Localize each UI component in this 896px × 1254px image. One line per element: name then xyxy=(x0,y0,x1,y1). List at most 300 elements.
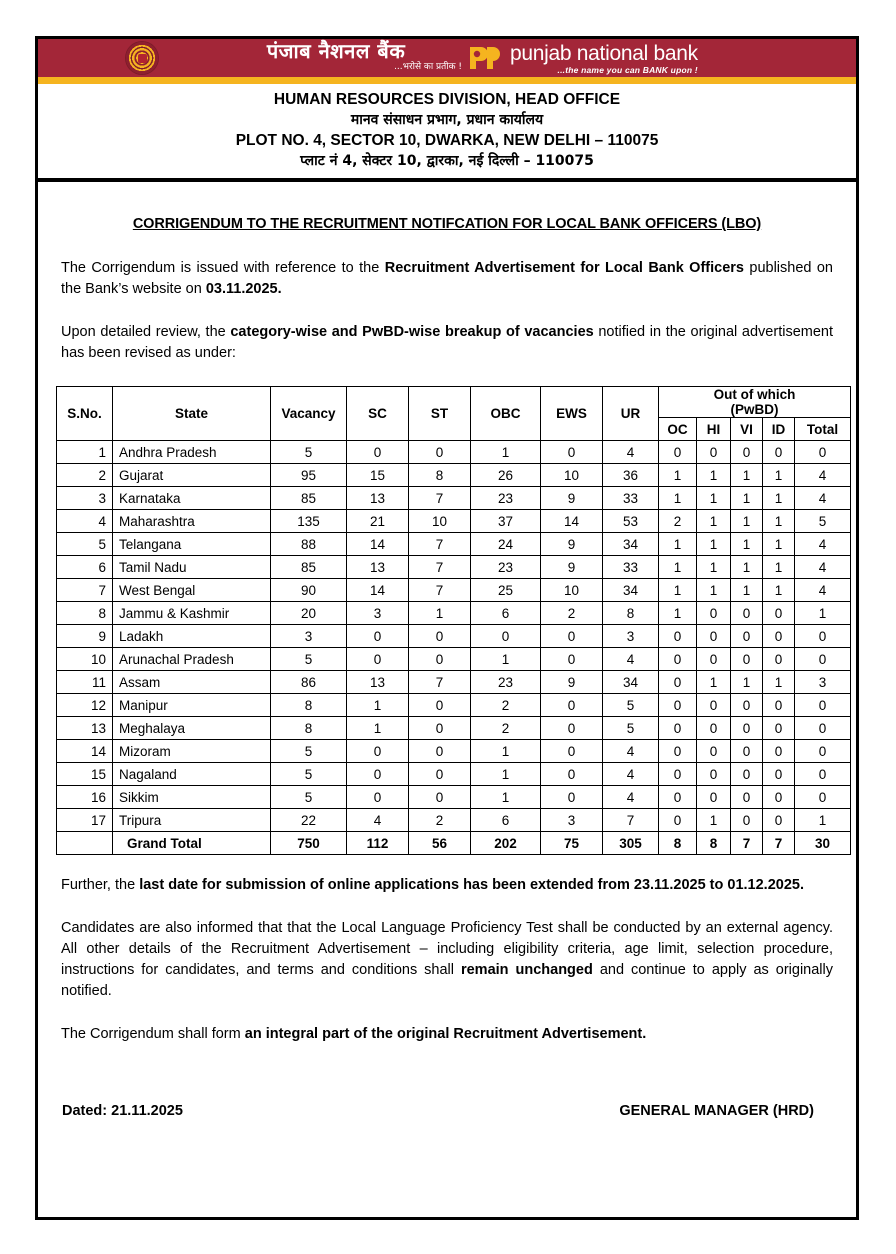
cell-state: Karnataka xyxy=(113,487,271,510)
cell-sc: 21 xyxy=(347,510,409,533)
cell-vacancy: 85 xyxy=(271,556,347,579)
cell-obc: 23 xyxy=(471,556,541,579)
cell-id: 1 xyxy=(763,671,795,694)
banner-yellow-strip xyxy=(38,77,856,84)
cell-id: 7 xyxy=(763,832,795,855)
cell-sno: 3 xyxy=(57,487,113,510)
cell-obc: 23 xyxy=(471,487,541,510)
cell-total: 4 xyxy=(795,487,851,510)
col-header-oc: OC xyxy=(659,418,697,441)
cell-vacancy: 90 xyxy=(271,579,347,602)
cell-ur: 4 xyxy=(603,763,659,786)
cell-vacancy: 5 xyxy=(271,441,347,464)
table-row xyxy=(57,625,851,648)
table-row xyxy=(57,763,851,786)
address-line-plot-hindi: प्लाट नं 4, सेक्टर 10, द्वारका, नई दिल्ली – 110075 xyxy=(300,153,594,169)
cell-ews: 0 xyxy=(541,717,603,740)
cell-vi: 1 xyxy=(731,510,763,533)
col-header-pwbd-total: Total xyxy=(795,418,851,441)
cell-st: 7 xyxy=(409,533,471,556)
cell-vacancy: 3 xyxy=(271,625,347,648)
office-address-header xyxy=(38,84,856,172)
cell-hi: 1 xyxy=(697,487,731,510)
cell-vacancy: 750 xyxy=(271,832,347,855)
table-row xyxy=(57,671,851,694)
para3-text-b: last date for submission of online applications has been extended from 23.11.2025 to 01.12.2025. xyxy=(139,877,804,893)
document-page xyxy=(35,36,859,1220)
cell-obc: 1 xyxy=(471,740,541,763)
cell-hi: 0 xyxy=(697,740,731,763)
cell-hi: 1 xyxy=(697,556,731,579)
table-row xyxy=(57,510,851,533)
cell-hi: 0 xyxy=(697,786,731,809)
cell-total: 3 xyxy=(795,671,851,694)
bank-name-english xyxy=(510,43,698,75)
document-body xyxy=(38,216,856,1119)
cell-vi: 0 xyxy=(731,648,763,671)
table-row xyxy=(57,487,851,510)
cell-state: Nagaland xyxy=(113,763,271,786)
col-header-obc: OBC xyxy=(471,387,541,441)
cell-vacancy: 88 xyxy=(271,533,347,556)
cell-vi: 0 xyxy=(731,694,763,717)
table-row xyxy=(57,717,851,740)
cell-oc: 0 xyxy=(659,441,697,464)
cell-sc: 3 xyxy=(347,602,409,625)
cell-sno: 13 xyxy=(57,717,113,740)
cell-sno: 9 xyxy=(57,625,113,648)
cell-ews: 10 xyxy=(541,464,603,487)
cell-obc: 6 xyxy=(471,602,541,625)
cell-total: 0 xyxy=(795,717,851,740)
cell-id: 1 xyxy=(763,487,795,510)
cell-sno: 12 xyxy=(57,694,113,717)
pwbd-group-line2: (PwBD) xyxy=(730,402,779,417)
cell-ur: 4 xyxy=(603,786,659,809)
cell-total: 5 xyxy=(795,510,851,533)
cell-oc: 0 xyxy=(659,694,697,717)
cell-ur: 4 xyxy=(603,648,659,671)
cell-vi: 1 xyxy=(731,579,763,602)
bank-tagline-hindi: ...भरोसे का प्रतीक ! xyxy=(394,62,462,72)
cell-oc: 0 xyxy=(659,648,697,671)
col-header-ews: EWS xyxy=(541,387,603,441)
cell-vacancy: 5 xyxy=(271,786,347,809)
cell-sno: 4 xyxy=(57,510,113,533)
cell-vi: 1 xyxy=(731,533,763,556)
cell-total: 0 xyxy=(795,625,851,648)
cell-sno xyxy=(57,832,113,855)
cell-hi: 1 xyxy=(697,510,731,533)
pnb-logo-icon xyxy=(468,45,502,71)
cell-ews: 0 xyxy=(541,786,603,809)
para2-text-c: notified in the original advertisement has been revised as under: xyxy=(61,324,833,361)
cell-total: 4 xyxy=(795,579,851,602)
cell-state: Meghalaya xyxy=(113,717,271,740)
cell-st: 7 xyxy=(409,671,471,694)
cell-id: 1 xyxy=(763,510,795,533)
col-header-st: ST xyxy=(409,387,471,441)
cell-state: Telangana xyxy=(113,533,271,556)
cell-obc: 2 xyxy=(471,717,541,740)
cell-total: 30 xyxy=(795,832,851,855)
cell-vi: 0 xyxy=(731,602,763,625)
cell-vi: 1 xyxy=(731,487,763,510)
cell-hi: 1 xyxy=(697,671,731,694)
table-row xyxy=(57,441,851,464)
cell-total: 0 xyxy=(795,441,851,464)
cell-ews: 0 xyxy=(541,441,603,464)
cell-oc: 0 xyxy=(659,717,697,740)
table-row xyxy=(57,602,851,625)
cell-id: 0 xyxy=(763,648,795,671)
col-header-hi: HI xyxy=(697,418,731,441)
cell-id: 0 xyxy=(763,694,795,717)
para1-text-d: 03.11.2025. xyxy=(205,281,282,297)
col-header-ur: UR xyxy=(603,387,659,441)
paragraph-date-extension xyxy=(56,875,838,896)
cell-sno: 16 xyxy=(57,786,113,809)
cell-state: Jammu & Kashmir xyxy=(113,602,271,625)
signatory-label: GENERAL MANAGER (HRD) xyxy=(619,1103,814,1119)
cell-vacancy: 135 xyxy=(271,510,347,533)
cell-oc: 1 xyxy=(659,579,697,602)
col-header-sc: SC xyxy=(347,387,409,441)
cell-ur: 4 xyxy=(603,740,659,763)
cell-vi: 1 xyxy=(731,464,763,487)
cell-ews: 2 xyxy=(541,602,603,625)
cell-state: Sikkim xyxy=(113,786,271,809)
pwbd-group-line1: Out of which xyxy=(713,387,796,402)
cell-sc: 1 xyxy=(347,694,409,717)
para2-text-b: category-wise and PwBD-wise breakup of vacancies xyxy=(230,324,594,340)
cell-vi: 0 xyxy=(731,763,763,786)
cell-st: 0 xyxy=(409,648,471,671)
cell-ur: 3 xyxy=(603,625,659,648)
cell-st: 0 xyxy=(409,441,471,464)
cell-ews: 9 xyxy=(541,487,603,510)
cell-sc: 15 xyxy=(347,464,409,487)
table-row xyxy=(57,464,851,487)
paragraph-integral-part xyxy=(56,1024,838,1045)
cell-ur: 5 xyxy=(603,717,659,740)
cell-sno: 15 xyxy=(57,763,113,786)
cell-ur: 33 xyxy=(603,487,659,510)
cell-id: 1 xyxy=(763,464,795,487)
cell-id: 0 xyxy=(763,717,795,740)
cell-hi: 0 xyxy=(697,441,731,464)
cell-id: 1 xyxy=(763,579,795,602)
col-header-state: State xyxy=(113,387,271,441)
cell-sno: 17 xyxy=(57,809,113,832)
cell-st: 1 xyxy=(409,602,471,625)
col-header-id: ID xyxy=(763,418,795,441)
cell-vi: 1 xyxy=(731,671,763,694)
cell-obc: 26 xyxy=(471,464,541,487)
table-row xyxy=(57,648,851,671)
cell-state: Tripura xyxy=(113,809,271,832)
cell-hi: 1 xyxy=(697,464,731,487)
cell-ews: 0 xyxy=(541,648,603,671)
cell-sc: 112 xyxy=(347,832,409,855)
cell-oc: 8 xyxy=(659,832,697,855)
cell-vacancy: 5 xyxy=(271,740,347,763)
cell-vi: 7 xyxy=(731,832,763,855)
cell-vacancy: 85 xyxy=(271,487,347,510)
document-footer xyxy=(56,1103,838,1119)
cell-sno: 8 xyxy=(57,602,113,625)
table-row xyxy=(57,786,851,809)
cell-sc: 13 xyxy=(347,556,409,579)
para1-text-b: Recruitment Advertisement for Local Bank Officers xyxy=(384,260,744,276)
cell-sc: 0 xyxy=(347,648,409,671)
cell-sc: 1 xyxy=(347,717,409,740)
cell-obc: 24 xyxy=(471,533,541,556)
cell-sc: 0 xyxy=(347,625,409,648)
cell-total: 4 xyxy=(795,533,851,556)
cell-obc: 1 xyxy=(471,763,541,786)
cell-oc: 2 xyxy=(659,510,697,533)
cell-st: 10 xyxy=(409,510,471,533)
cell-vi: 0 xyxy=(731,740,763,763)
address-line-division-hindi: मानव संसाधन प्रभाग, प्रधान कार्यालय xyxy=(350,112,544,128)
cell-obc: 1 xyxy=(471,786,541,809)
para4-text-a: Candidates are also informed that that the Local Language Proficiency Test shall be conducted by an external agency. All other details of the Recruitment Advertisement – including eligibility criteria, age limit, selection procedure, instructions for candidates, and terms and conditions shall xyxy=(61,920,833,978)
cell-ews: 0 xyxy=(541,763,603,786)
cell-id: 0 xyxy=(763,602,795,625)
cell-id: 0 xyxy=(763,441,795,464)
cell-hi: 0 xyxy=(697,625,731,648)
cell-ews: 75 xyxy=(541,832,603,855)
cell-oc: 0 xyxy=(659,786,697,809)
cell-id: 0 xyxy=(763,740,795,763)
cell-obc: 0 xyxy=(471,625,541,648)
table-row xyxy=(57,579,851,602)
table-header xyxy=(57,387,851,441)
cell-id: 1 xyxy=(763,556,795,579)
bank-name-english-main: punjab national bank xyxy=(510,42,698,65)
table-row xyxy=(57,809,851,832)
cell-hi: 1 xyxy=(697,533,731,556)
cell-oc: 0 xyxy=(659,763,697,786)
cell-state: Ladakh xyxy=(113,625,271,648)
bank-tagline-english: ...the name you can BANK upon ! xyxy=(557,65,698,75)
cell-sno: 14 xyxy=(57,740,113,763)
bank-banner xyxy=(38,39,856,77)
page-title: CORRIGENDUM TO THE RECRUITMENT NOTIFCATION FOR LOCAL BANK OFFICERS (LBO) xyxy=(132,216,762,232)
paragraph-reference xyxy=(56,258,838,300)
cell-state: Gujarat xyxy=(113,464,271,487)
cell-sc: 13 xyxy=(347,487,409,510)
cell-sc: 0 xyxy=(347,763,409,786)
cell-ur: 5 xyxy=(603,694,659,717)
cell-ews: 14 xyxy=(541,510,603,533)
para3-text-a: Further, the xyxy=(61,877,140,893)
cell-ews: 0 xyxy=(541,694,603,717)
dated-label: Dated: 21.11.2025 xyxy=(62,1103,183,1119)
cell-ews: 0 xyxy=(541,740,603,763)
cell-obc: 1 xyxy=(471,648,541,671)
cell-vacancy: 8 xyxy=(271,717,347,740)
cell-oc: 1 xyxy=(659,533,697,556)
cell-vi: 0 xyxy=(731,717,763,740)
cell-ur: 305 xyxy=(603,832,659,855)
cell-state: Arunachal Pradesh xyxy=(113,648,271,671)
cell-total: 1 xyxy=(795,602,851,625)
cell-st: 7 xyxy=(409,556,471,579)
table-row xyxy=(57,740,851,763)
cell-id: 0 xyxy=(763,809,795,832)
para5-text-a: The Corrigendum shall form xyxy=(61,1026,245,1042)
cell-st: 0 xyxy=(409,694,471,717)
cell-oc: 0 xyxy=(659,740,697,763)
cell-vacancy: 86 xyxy=(271,671,347,694)
para4-text-b: remain unchanged xyxy=(460,962,593,978)
cell-obc: 1 xyxy=(471,441,541,464)
cell-sno: 10 xyxy=(57,648,113,671)
cell-oc: 0 xyxy=(659,625,697,648)
cell-vi: 0 xyxy=(731,625,763,648)
cell-ews: 9 xyxy=(541,533,603,556)
cell-sno: 1 xyxy=(57,441,113,464)
cell-obc: 2 xyxy=(471,694,541,717)
cell-total: 4 xyxy=(795,556,851,579)
bank-name-hindi-main: पंजाब नैशनल बैंक xyxy=(266,39,406,63)
cell-vi: 0 xyxy=(731,786,763,809)
cell-state: Assam xyxy=(113,671,271,694)
cell-id: 0 xyxy=(763,786,795,809)
col-header-vacancy: Vacancy xyxy=(271,387,347,441)
cell-total: 4 xyxy=(795,464,851,487)
table-body xyxy=(57,441,851,855)
cell-state: Manipur xyxy=(113,694,271,717)
cell-ur: 7 xyxy=(603,809,659,832)
table-row xyxy=(57,533,851,556)
cell-ur: 34 xyxy=(603,671,659,694)
cell-oc: 1 xyxy=(659,602,697,625)
cell-ews: 3 xyxy=(541,809,603,832)
cell-vi: 1 xyxy=(731,556,763,579)
cell-st: 0 xyxy=(409,740,471,763)
cell-total: 0 xyxy=(795,648,851,671)
cell-sc: 0 xyxy=(347,740,409,763)
cell-ews: 10 xyxy=(541,579,603,602)
cell-oc: 0 xyxy=(659,671,697,694)
cell-vi: 0 xyxy=(731,809,763,832)
address-line-division: HUMAN RESOURCES DIVISION, HEAD OFFICE xyxy=(273,91,621,108)
cell-state: Grand Total xyxy=(113,832,271,855)
cell-vacancy: 5 xyxy=(271,763,347,786)
parivartan-emblem-icon xyxy=(126,42,158,74)
cell-total: 0 xyxy=(795,694,851,717)
cell-ews: 0 xyxy=(541,625,603,648)
cell-st: 0 xyxy=(409,717,471,740)
table-row xyxy=(57,694,851,717)
cell-sno: 11 xyxy=(57,671,113,694)
vacancy-table xyxy=(56,386,851,855)
cell-obc: 6 xyxy=(471,809,541,832)
cell-state: West Bengal xyxy=(113,579,271,602)
cell-obc: 37 xyxy=(471,510,541,533)
cell-sc: 0 xyxy=(347,786,409,809)
cell-ur: 4 xyxy=(603,441,659,464)
cell-st: 2 xyxy=(409,809,471,832)
cell-oc: 1 xyxy=(659,487,697,510)
cell-total: 1 xyxy=(795,809,851,832)
cell-sno: 7 xyxy=(57,579,113,602)
cell-hi: 1 xyxy=(697,579,731,602)
cell-obc: 25 xyxy=(471,579,541,602)
cell-hi: 0 xyxy=(697,602,731,625)
col-header-sno: S.No. xyxy=(57,387,113,441)
cell-total: 0 xyxy=(795,786,851,809)
cell-ur: 34 xyxy=(603,579,659,602)
cell-ur: 36 xyxy=(603,464,659,487)
table-header-row-main xyxy=(57,387,851,418)
cell-state: Andhra Pradesh xyxy=(113,441,271,464)
cell-vacancy: 95 xyxy=(271,464,347,487)
cell-obc: 23 xyxy=(471,671,541,694)
cell-id: 0 xyxy=(763,625,795,648)
para2-text-a: Upon detailed review, the xyxy=(61,324,231,340)
table-row-grand-total xyxy=(57,832,851,855)
cell-obc: 202 xyxy=(471,832,541,855)
cell-vacancy: 22 xyxy=(271,809,347,832)
cell-ur: 33 xyxy=(603,556,659,579)
cell-total: 0 xyxy=(795,763,851,786)
cell-sno: 2 xyxy=(57,464,113,487)
cell-oc: 1 xyxy=(659,464,697,487)
cell-ur: 53 xyxy=(603,510,659,533)
cell-st: 56 xyxy=(409,832,471,855)
cell-state: Mizoram xyxy=(113,740,271,763)
cell-hi: 0 xyxy=(697,648,731,671)
cell-hi: 0 xyxy=(697,694,731,717)
cell-state: Tamil Nadu xyxy=(113,556,271,579)
cell-sc: 13 xyxy=(347,671,409,694)
cell-vacancy: 8 xyxy=(271,694,347,717)
cell-vacancy: 5 xyxy=(271,648,347,671)
cell-id: 1 xyxy=(763,533,795,556)
cell-vacancy: 20 xyxy=(271,602,347,625)
cell-sc: 0 xyxy=(347,441,409,464)
paragraph-revision xyxy=(56,322,838,364)
para1-text-a: The Corrigendum is issued with reference to the xyxy=(61,260,385,276)
cell-sno: 5 xyxy=(57,533,113,556)
cell-st: 7 xyxy=(409,579,471,602)
cell-st: 0 xyxy=(409,786,471,809)
cell-sno: 6 xyxy=(57,556,113,579)
paragraph-other-details xyxy=(56,918,838,1002)
cell-sc: 14 xyxy=(347,533,409,556)
para5-text-b: an integral part of the original Recruitment Advertisement. xyxy=(244,1026,647,1042)
cell-ur: 34 xyxy=(603,533,659,556)
cell-vi: 0 xyxy=(731,441,763,464)
table-row xyxy=(57,556,851,579)
col-header-vi: VI xyxy=(731,418,763,441)
bank-name-hindi xyxy=(206,40,466,73)
cell-oc: 1 xyxy=(659,556,697,579)
cell-sc: 14 xyxy=(347,579,409,602)
col-header-pwbd-group xyxy=(659,387,851,418)
cell-st: 7 xyxy=(409,487,471,510)
cell-oc: 0 xyxy=(659,809,697,832)
cell-total: 0 xyxy=(795,740,851,763)
cell-hi: 8 xyxy=(697,832,731,855)
cell-hi: 0 xyxy=(697,763,731,786)
cell-ews: 9 xyxy=(541,556,603,579)
para1-text-c: published on the Bank’s website on xyxy=(61,260,833,297)
